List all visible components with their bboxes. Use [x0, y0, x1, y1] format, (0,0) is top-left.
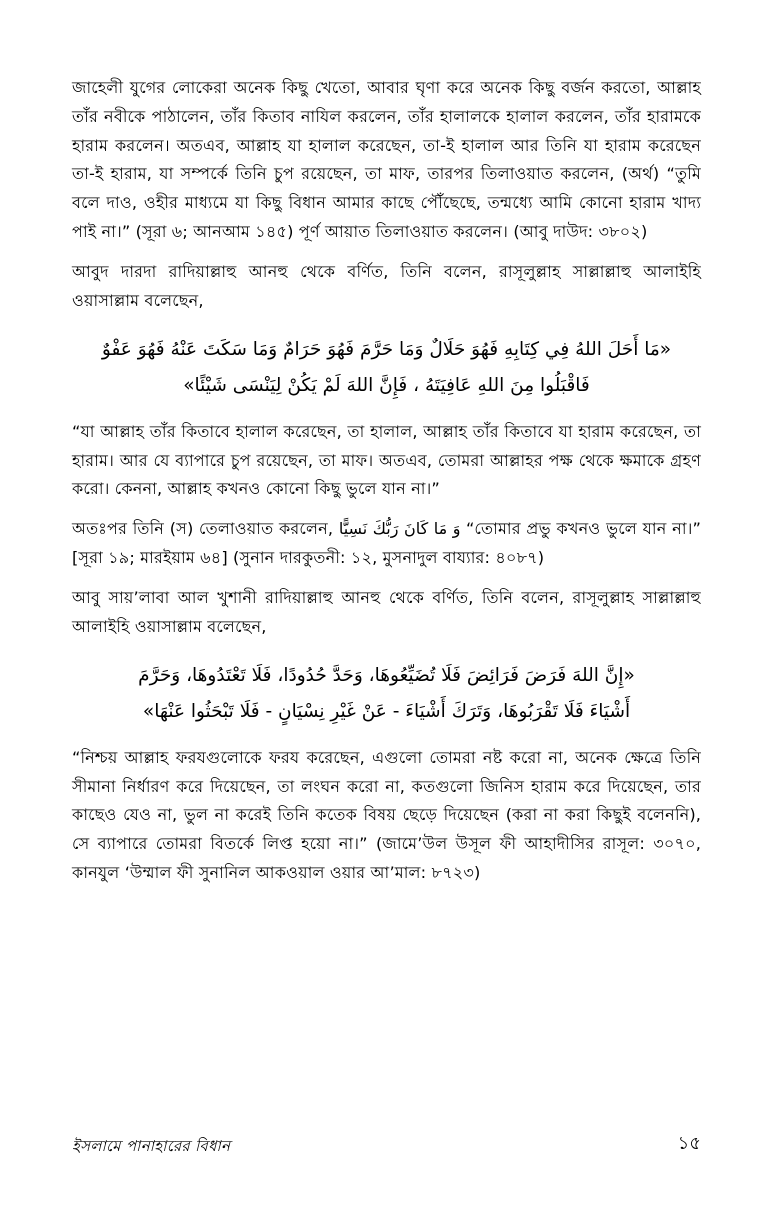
arabic-hadith-2 — [72, 658, 701, 730]
page-footer — [72, 1129, 701, 1160]
arabic-hadith-2-line-1: «إِنَّ اللهَ فَرَضَ فَرَائِضَ فَلَا تُضَيِّعُوهَا، وَحَدَّ حُدُودًا، فَلَا تَعْتَدُوهَا، وَحَرَّمَ — [138, 664, 635, 686]
paragraph-narrator-abu-darda: আবুদ দারদা রাদিয়াল্লাহু আনহু থেকে বর্ণিত, তিনি বলেন, রাসূলুল্লাহ সাল্লাল্লাহু আলাইহি ওয়াসাল্লাম বলেছেন, — [72, 261, 701, 310]
paragraph-intro: জাহেলী যুগের লোকেরা অনেক কিছু খেতো, আবার ঘৃণা করে অনেক কিছু বর্জন করতো, আল্লাহ তাঁর নবীকে পাঠালেন, তাঁর কিতাব নাযিল করলেন, তাঁর হালালকে হালাল করলেন, তাঁর হারামকে হারাম করলেন। অতএব, আল্লাহ যা হালাল করেছেন, তা-ই হালাল আর তিনি যা হারাম করেছেন তা-ই হারাম, যা সম্পর্কে তিনি চুপ রয়েছেন, তা মাফ, তারপর তিলাওয়াত করলেন, (অর্থ) “তুমি বলে দাও, ওহীর মাধ্যমে যা কিছু বিধান আমার কাছে পৌঁছেছে, তন্মধ্যে আমি কোনো হারাম খাদ্য পাই না।” (সূরা ৬; আনআম ১৪৫) পূর্ণ আয়াত তিলাওয়াত করলেন। (আবু দাউদ: ৩৮০২) — [72, 78, 701, 242]
page-number: ১৫ — [677, 1133, 701, 1154]
paragraph-translation-1: “যা আল্লাহ তাঁর কিতাবে হালাল করেছেন, তা হালাল, আল্লাহ তাঁর কিতাবে যা হারাম করেছেন, তা হারাম। আর যে ব্যাপারে চুপ রয়েছেন, তা মাফ। অতএব, তোমরা আল্লাহর পক্ষ থেকে ক্ষমাকে গ্রহণ করো। কেননা, আল্লাহ কখনও কোনো কিছু ভুলে যান না।” — [72, 421, 701, 499]
arabic-hadith-1-line-2: فَاقْبَلُوا مِنَ اللهِ عَافِيَتَهُ ، فَإِنَّ اللهَ لَمْ يَكُنْ لِيَنْسَى شَيْئًا» — [183, 374, 590, 396]
arabic-hadith-2-line-2: أَشْيَاءَ فَلَا تَقْرَبُوهَا، وَتَرَكَ أَشْيَاءَ - عَنْ غَيْرِ نِسْيَانٍ - فَلَا تَبْحَثُوا عَنْهَا» — [142, 700, 631, 722]
paragraph-narrator-abu-thalaba: আবু সায়’লাবা আল খুশানী রাদিয়াল্লাহু আনহু থেকে বর্ণিত, তিনি বলেন, রাসূলুল্লাহ সাল্লাল্লাহু আলাইহি ওয়াসাল্লাম বলেছেন, — [72, 587, 701, 636]
recitation-prefix: অতঃপর তিনি (স) তেলাওয়াত করলেন, — [72, 519, 339, 539]
arabic-hadith-1 — [72, 332, 701, 404]
recitation-suffix: “তোমার প্রভু কখনও ভুলে যান না।” [সূরা ১৯; মারইয়াম ৬৪] (সুনান দারকুতনী: ১২, মুসনাদুল বায্যার: ৪০৮৭) — [72, 519, 701, 568]
inline-arabic-verse: وَ مَا كَانَ رَبُّكَ نَسِيًّا — [338, 519, 461, 539]
paragraph-translation-2: “নিশ্চয় আল্লাহ ফরযগুলোকে ফরয করেছেন, এগুলো তোমরা নষ্ট করো না, অনেক ক্ষেত্রে তিনি সীমানা নির্ধারণ করে দিয়েছেন, তা লংঘন করো না, কতগুলো জিনিস হারাম করে দিয়েছেন, তার কাছেও যেও না, ভুল না করেই তিনি কতেক বিষয় ছেড়ে দিয়েছেন (করা না করা কিছুই বলেননি), সে ব্যাপারে তোমরা বিতর্কে লিপ্ত হয়ো না।” (জামে’উল উসূল ফী আহাদীসির রাসূল: ৩০৭০, কানযুল ‘উম্মাল ফী সুনানিল আকওয়াল ওয়ার আ’মাল: ৮৭২৩) — [72, 747, 701, 882]
footer-book-title: ইসলামে পানাহারের বিধান — [72, 1137, 231, 1155]
paragraph-recitation — [72, 515, 701, 573]
arabic-hadith-1-line-1: «مَا أَحَلَ اللهُ فِي كِتَابِهِ فَهُوَ حَلَالٌ وَمَا حَرَّمَ فَهُوَ حَرَامٌ وَمَا سَكَتَ عَنْهُ فَهُوَ عَفْوٌ — [101, 338, 672, 360]
